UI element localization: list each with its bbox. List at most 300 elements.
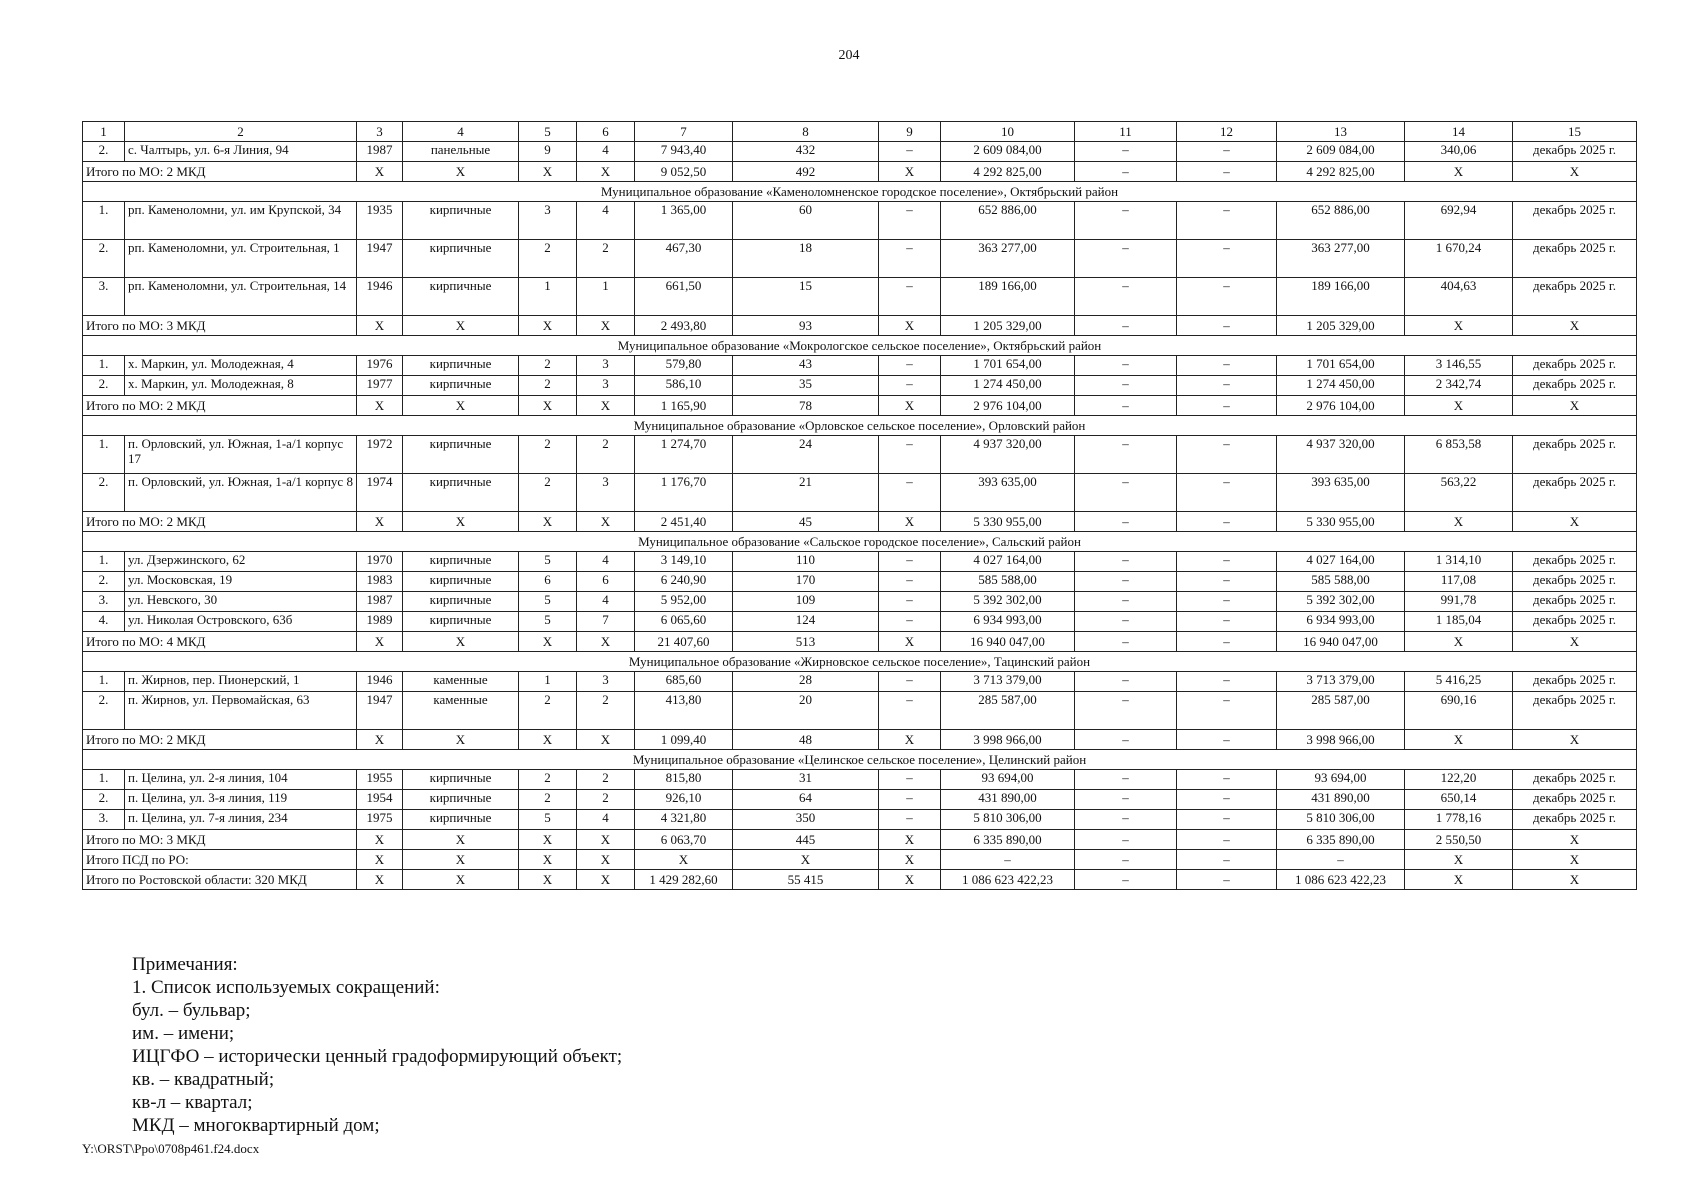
total-value-cell: – [1177,316,1277,336]
value-cell: – [1177,592,1277,612]
year-cell: 1954 [357,790,403,810]
value-cell: 109 [733,592,879,612]
total-value-cell: X [403,730,519,750]
total-value-cell: – [1177,850,1277,870]
value-cell: декабрь 2025 г. [1513,436,1637,474]
total-value-cell: X [879,512,941,532]
value-cell: декабрь 2025 г. [1513,572,1637,592]
address-cell: рп. Каменоломни, ул. им Крупской, 34 [125,202,357,240]
total-value-cell: – [1075,850,1177,870]
value-cell: 285 587,00 [941,692,1075,730]
value-cell: 2 [577,436,635,474]
row-number-cell: 2. [83,376,125,396]
address-cell: ул. Московская, 19 [125,572,357,592]
value-cell: 4 937 320,00 [941,436,1075,474]
wall-material-cell: кирпичные [403,572,519,592]
total-value-cell: X [1513,632,1637,652]
address-cell: ул. Николая Островского, 63б [125,612,357,632]
total-value-cell: 21 407,60 [635,632,733,652]
value-cell: 64 [733,790,879,810]
total-value-cell: X [879,850,941,870]
row-number-cell: 1. [83,356,125,376]
year-cell: 1955 [357,770,403,790]
value-cell: 685,60 [635,672,733,692]
total-value-cell: 1 086 623 422,23 [1277,870,1405,890]
value-cell: – [1177,240,1277,278]
year-cell: 1987 [357,142,403,162]
total-value-cell: X [879,730,941,750]
value-cell: 6 853,58 [1405,436,1513,474]
total-value-cell: 93 [733,316,879,336]
table-row [83,142,1637,162]
year-cell: 1976 [357,356,403,376]
total-value-cell: – [1177,830,1277,850]
wall-material-cell: каменные [403,692,519,730]
total-value-cell: 48 [733,730,879,750]
address-cell: п. Жирнов, ул. Первомайская, 63 [125,692,357,730]
value-cell: 4 [577,142,635,162]
total-value-cell: 492 [733,162,879,182]
value-cell: 1 185,04 [1405,612,1513,632]
total-value-cell: X [1405,850,1513,870]
total-value-cell: X [403,512,519,532]
total-label-cell: Итого по МО: 3 МКД [83,830,357,850]
total-value-cell: 55 415 [733,870,879,890]
value-cell: – [1177,202,1277,240]
value-cell: 393 635,00 [1277,474,1405,512]
total-value-cell: – [1075,162,1177,182]
notes-block [132,953,622,1137]
value-cell: 6 934 993,00 [1277,612,1405,632]
value-cell: 2 [577,692,635,730]
wall-material-cell: кирпичные [403,278,519,316]
value-cell: 815,80 [635,770,733,790]
section-header-row [83,182,1637,202]
total-value-cell: X [1513,870,1637,890]
total-value-cell: 6 335 890,00 [1277,830,1405,850]
subtotal-row [83,730,1637,750]
value-cell: – [1177,672,1277,692]
value-cell: – [1075,278,1177,316]
value-cell: декабрь 2025 г. [1513,592,1637,612]
total-value-cell: 3 998 966,00 [941,730,1075,750]
row-number-cell: 3. [83,592,125,612]
value-cell: 2 342,74 [1405,376,1513,396]
value-cell: 93 694,00 [941,770,1075,790]
value-cell: – [1075,202,1177,240]
total-value-cell: 1 099,40 [635,730,733,750]
total-value-cell: 5 330 955,00 [941,512,1075,532]
value-cell: 60 [733,202,879,240]
value-cell: 431 890,00 [941,790,1075,810]
total-value-cell: X [1513,830,1637,850]
column-number-cell: 1 [83,122,125,142]
total-label-cell: Итого по МО: 2 МКД [83,162,357,182]
column-number-cell: 10 [941,122,1075,142]
subtotal-row [83,162,1637,182]
total-value-cell: X [577,830,635,850]
total-value-cell: 9 052,50 [635,162,733,182]
total-value-cell: – [1177,730,1277,750]
total-value-cell: 2 493,80 [635,316,733,336]
value-cell: 393 635,00 [941,474,1075,512]
municipality-title: Муниципальное образование «Целинское сельское поселение», Целинский район [83,750,1637,770]
total-value-cell: X [357,850,403,870]
year-cell: 1983 [357,572,403,592]
value-cell: декабрь 2025 г. [1513,612,1637,632]
page-number: 204 [838,48,860,63]
value-cell: 6 [577,572,635,592]
value-cell: 4 [577,810,635,830]
value-cell: 124 [733,612,879,632]
notes-line: кв. – квадратный; [132,1069,275,1090]
total-value-cell: X [1513,730,1637,750]
value-cell: 467,30 [635,240,733,278]
row-number-cell: 1. [83,672,125,692]
value-cell: 3 149,10 [635,552,733,572]
total-value-cell: X [1513,316,1637,336]
total-value-cell: – [1075,512,1177,532]
value-cell: 3 [577,474,635,512]
total-value-cell: 1 205 329,00 [941,316,1075,336]
year-cell: 1935 [357,202,403,240]
value-cell: 2 [519,436,577,474]
total-value-cell: 2 976 104,00 [941,396,1075,416]
value-cell: – [1075,436,1177,474]
value-cell: – [1177,278,1277,316]
total-value-cell: X [635,850,733,870]
value-cell: 6 240,90 [635,572,733,592]
value-cell: – [1177,612,1277,632]
total-label-cell: Итого по МО: 2 МКД [83,512,357,532]
total-label-cell: Итого по МО: 4 МКД [83,632,357,652]
value-cell: 431 890,00 [1277,790,1405,810]
wall-material-cell: кирпичные [403,474,519,512]
table-row [83,202,1637,240]
total-value-cell: X [519,870,577,890]
value-cell: 4 321,80 [635,810,733,830]
address-cell: п. Жирнов, пер. Пионерский, 1 [125,672,357,692]
value-cell: 4 027 164,00 [1277,552,1405,572]
value-cell: – [879,436,941,474]
address-cell: п. Целина, ул. 7-я линия, 234 [125,810,357,830]
total-value-cell: 2 451,40 [635,512,733,532]
value-cell: декабрь 2025 г. [1513,278,1637,316]
value-cell: 110 [733,552,879,572]
value-cell: 2 [519,376,577,396]
subtotal-row [83,632,1637,652]
total-value-cell: X [1513,396,1637,416]
year-cell: 1977 [357,376,403,396]
value-cell: 585 588,00 [941,572,1075,592]
value-cell: – [879,612,941,632]
total-value-cell: X [879,830,941,850]
table-row [83,790,1637,810]
total-value-cell: 4 292 825,00 [941,162,1075,182]
total-value-cell: 445 [733,830,879,850]
value-cell: 2 [577,790,635,810]
total-value-cell: 513 [733,632,879,652]
total-label-cell: Итого по Ростовской области: 320 МКД [83,870,357,890]
value-cell: 2 609 084,00 [941,142,1075,162]
value-cell: 1 274 450,00 [941,376,1075,396]
total-value-cell: 45 [733,512,879,532]
total-value-cell: 1 429 282,60 [635,870,733,890]
wall-material-cell: панельные [403,142,519,162]
table-row [83,356,1637,376]
value-cell: 6 065,60 [635,612,733,632]
row-number-cell: 1. [83,770,125,790]
value-cell: – [879,142,941,162]
section-header-row [83,416,1637,436]
address-cell: п. Целина, ул. 2-я линия, 104 [125,770,357,790]
value-cell: – [1177,790,1277,810]
total-value-cell: 3 998 966,00 [1277,730,1405,750]
value-cell: – [879,376,941,396]
value-cell: 189 166,00 [1277,278,1405,316]
total-value-cell: X [577,632,635,652]
subtotal-row [83,396,1637,416]
value-cell: 1 701 654,00 [941,356,1075,376]
total-value-cell: 6 335 890,00 [941,830,1075,850]
value-cell: – [1177,552,1277,572]
value-cell: – [1075,572,1177,592]
value-cell: 31 [733,770,879,790]
table-row [83,692,1637,730]
wall-material-cell: кирпичные [403,612,519,632]
value-cell: – [879,672,941,692]
value-cell: 9 [519,142,577,162]
value-cell: – [879,692,941,730]
notes-heading: Примечания: [132,954,238,975]
value-cell: 1 [577,278,635,316]
value-cell: декабрь 2025 г. [1513,790,1637,810]
total-label-cell: Итого по МО: 2 МКД [83,730,357,750]
table-row [83,436,1637,474]
value-cell: 35 [733,376,879,396]
total-value-cell: X [1405,632,1513,652]
value-cell: 5 [519,592,577,612]
address-cell: х. Маркин, ул. Молодежная, 8 [125,376,357,396]
row-number-cell: 2. [83,240,125,278]
value-cell: 28 [733,672,879,692]
total-value-cell: X [733,850,879,870]
value-cell: – [1177,474,1277,512]
total-value-cell: X [1405,396,1513,416]
total-value-cell: 16 940 047,00 [941,632,1075,652]
value-cell: – [1075,672,1177,692]
total-value-cell: X [577,396,635,416]
total-value-cell: X [577,512,635,532]
total-value-cell: X [519,162,577,182]
housing-register-table [82,121,1637,890]
value-cell: 579,80 [635,356,733,376]
value-cell: – [1177,692,1277,730]
column-number-cell: 6 [577,122,635,142]
address-cell: рп. Каменоломни, ул. Строительная, 14 [125,278,357,316]
total-value-cell: 1 205 329,00 [1277,316,1405,336]
value-cell: – [1075,240,1177,278]
year-cell: 1947 [357,692,403,730]
row-number-cell: 2. [83,692,125,730]
value-cell: 3 [519,202,577,240]
wall-material-cell: кирпичные [403,240,519,278]
value-cell: 4 [577,552,635,572]
value-cell: 363 277,00 [1277,240,1405,278]
value-cell: 15 [733,278,879,316]
total-value-cell: X [357,870,403,890]
total-value-cell: X [1513,512,1637,532]
municipality-title: Муниципальное образование «Сальское городское поселение», Сальский район [83,532,1637,552]
row-number-cell: 2. [83,142,125,162]
value-cell: 3 713 379,00 [941,672,1075,692]
value-cell: 404,63 [1405,278,1513,316]
value-cell: – [879,202,941,240]
total-value-cell: X [577,162,635,182]
total-value-cell: X [577,730,635,750]
total-value-cell: X [403,850,519,870]
value-cell: 5 [519,810,577,830]
total-value-cell: – [1177,512,1277,532]
row-number-cell: 2. [83,474,125,512]
year-cell: 1970 [357,552,403,572]
value-cell: 5 952,00 [635,592,733,612]
grand-total-row [83,870,1637,890]
value-cell: 5 810 306,00 [1277,810,1405,830]
value-cell: 585 588,00 [1277,572,1405,592]
total-value-cell: X [1405,512,1513,532]
table-row [83,572,1637,592]
total-value-cell: X [357,316,403,336]
notes-line: им. – имени; [132,1023,235,1044]
value-cell: 2 [519,790,577,810]
value-cell: 43 [733,356,879,376]
value-cell: 1 [519,278,577,316]
table-row [83,474,1637,512]
column-number-cell: 13 [1277,122,1405,142]
value-cell: – [879,572,941,592]
value-cell: 4 [577,592,635,612]
total-value-cell: 16 940 047,00 [1277,632,1405,652]
table-row [83,552,1637,572]
value-cell: 285 587,00 [1277,692,1405,730]
value-cell: 20 [733,692,879,730]
value-cell: декабрь 2025 г. [1513,552,1637,572]
row-number-cell: 2. [83,572,125,592]
value-cell: – [879,770,941,790]
column-number-cell: 8 [733,122,879,142]
total-value-cell: X [357,830,403,850]
section-header-row [83,750,1637,770]
value-cell: 4 027 164,00 [941,552,1075,572]
row-number-cell: 3. [83,278,125,316]
value-cell: – [1075,552,1177,572]
total-value-cell: X [879,870,941,890]
notes-line: бул. – бульвар; [132,1000,251,1021]
value-cell: 5 810 306,00 [941,810,1075,830]
value-cell: 2 [519,240,577,278]
value-cell: декабрь 2025 г. [1513,770,1637,790]
value-cell: 3 146,55 [1405,356,1513,376]
total-value-cell: X [879,162,941,182]
value-cell: – [1075,770,1177,790]
total-value-cell: X [577,870,635,890]
grand-total-row [83,850,1637,870]
row-number-cell: 1. [83,552,125,572]
address-cell: ул. Невского, 30 [125,592,357,612]
value-cell: 413,80 [635,692,733,730]
value-cell: – [1177,142,1277,162]
value-cell: 652 886,00 [1277,202,1405,240]
value-cell: – [1075,692,1177,730]
value-cell: 650,14 [1405,790,1513,810]
value-cell: 926,10 [635,790,733,810]
value-cell: – [879,278,941,316]
value-cell: 1 778,16 [1405,810,1513,830]
wall-material-cell: кирпичные [403,790,519,810]
total-value-cell: – [1075,870,1177,890]
value-cell: декабрь 2025 г. [1513,474,1637,512]
value-cell: – [879,592,941,612]
value-cell: 5 392 302,00 [1277,592,1405,612]
value-cell: 5 416,25 [1405,672,1513,692]
value-cell: декабрь 2025 г. [1513,240,1637,278]
value-cell: 5 [519,552,577,572]
value-cell: – [879,474,941,512]
column-number-cell: 2 [125,122,357,142]
value-cell: 2 [519,474,577,512]
total-value-cell: 2 976 104,00 [1277,396,1405,416]
total-value-cell: X [357,396,403,416]
value-cell: – [1177,572,1277,592]
address-cell: рп. Каменоломни, ул. Строительная, 1 [125,240,357,278]
address-cell: ул. Дзержинского, 62 [125,552,357,572]
value-cell: – [1177,356,1277,376]
table-header-row [83,122,1637,142]
section-header-row [83,652,1637,672]
total-value-cell: X [577,316,635,336]
total-value-cell: X [403,830,519,850]
total-value-cell: – [1075,730,1177,750]
address-cell: п. Орловский, ул. Южная, 1-а/1 корпус 17 [125,436,357,474]
total-value-cell: X [879,632,941,652]
municipality-title: Муниципальное образование «Мокрологское сельское поселение», Октябрьский район [83,336,1637,356]
wall-material-cell: кирпичные [403,552,519,572]
total-value-cell: X [357,632,403,652]
value-cell: декабрь 2025 г. [1513,672,1637,692]
value-cell: декабрь 2025 г. [1513,810,1637,830]
value-cell: 652 886,00 [941,202,1075,240]
value-cell: 2 609 084,00 [1277,142,1405,162]
value-cell: 3 [577,672,635,692]
value-cell: 117,08 [1405,572,1513,592]
value-cell: – [1177,376,1277,396]
value-cell: декабрь 2025 г. [1513,142,1637,162]
value-cell: 1 [519,672,577,692]
total-value-cell: X [1405,316,1513,336]
value-cell: 363 277,00 [941,240,1075,278]
table-row [83,672,1637,692]
total-value-cell: 2 550,50 [1405,830,1513,850]
total-value-cell: X [519,396,577,416]
total-value-cell: X [357,162,403,182]
total-value-cell: – [1075,316,1177,336]
column-number-cell: 3 [357,122,403,142]
year-cell: 1972 [357,436,403,474]
value-cell: – [1075,592,1177,612]
value-cell: – [1177,810,1277,830]
footer-file-path: Y:\ORST\Ppo\0708p461.f24.docx [82,1141,260,1156]
